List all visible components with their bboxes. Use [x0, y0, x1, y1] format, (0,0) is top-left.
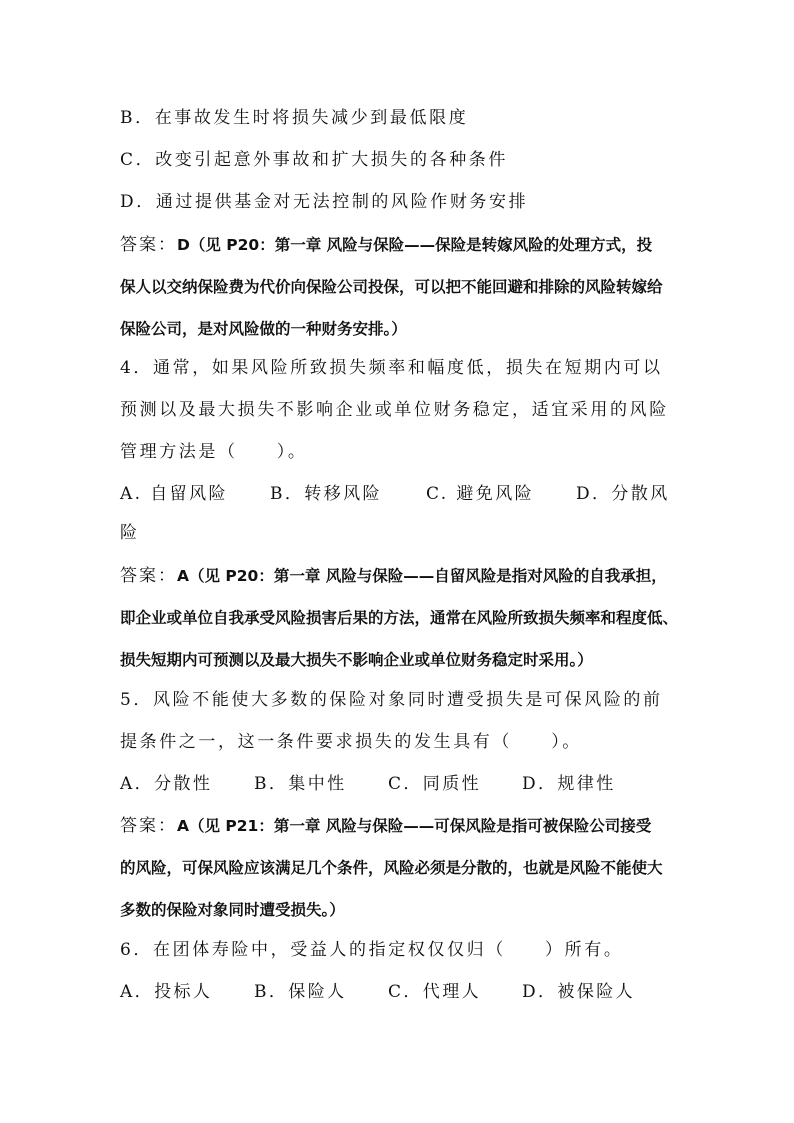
- q6-stem-line-1: 6．在团体寿险中，受益人的指定权仅仅归（ ）所有。: [120, 940, 624, 960]
- answer-lead: 答案：: [120, 566, 177, 586]
- q4-option-d: D．分散风: [576, 484, 670, 504]
- q5-option-d: D．规律性: [522, 774, 616, 794]
- q5-option-c: C．同质性: [388, 774, 482, 794]
- q5-answer-line-3: 多数的保险对象同时遭受损失。）: [120, 901, 345, 919]
- q4-stem-line-2: 预测以及最大损失不影响企业或单位财务稳定，适宜采用的风险: [120, 400, 669, 420]
- q6-option-b: B．保险人: [254, 982, 347, 1002]
- q5-stem-line-1: 5．风险不能使大多数的保险对象同时遭受损失是可保风险的前: [120, 690, 663, 710]
- q4-answer-line-3: 损失短期内可预测以及最大损失不影响企业或单位财务稳定时采用。）: [120, 651, 593, 669]
- q5-stem-line-2: 提条件之一，这一条件要求损失的发生具有（ ）。: [120, 732, 582, 752]
- q4-option-c: C. 避免风险: [426, 484, 535, 504]
- q6-option-a: A．投标人: [120, 982, 213, 1002]
- answer-text: A（见 P20：第一章 风险与保险——自留风险是指对风险的自我承担，: [177, 567, 667, 585]
- q4-options: [120, 483, 690, 505]
- answer-text: D（见 P20：第一章 风险与保险——保险是转嫁风险的处理方式，投: [177, 236, 653, 254]
- q4-option-a: A. 自留风险: [120, 484, 228, 504]
- answer-lead: 答案：: [120, 235, 177, 255]
- q5-options: [120, 773, 690, 795]
- q5-option-a: A．分散性: [120, 774, 213, 794]
- q3-option-c: C．改变引起意外事故和扩大损失的各种条件: [120, 150, 509, 170]
- q5-option-b: B．集中性: [254, 774, 347, 794]
- q4-answer-line-2: 即企业或单位自我承受风险损害后果的方法，通常在风险所致损失频率和程度低、: [120, 609, 679, 627]
- q4-stem-line-1: 4．通常，如果风险所致损失频率和幅度低，损失在短期内可以: [120, 358, 663, 378]
- q6-options: [120, 981, 690, 1003]
- q3-option-b: B．在事故发生时将损失减少到最低限度: [120, 108, 469, 128]
- q4-option-b: B．转移风险: [270, 484, 382, 504]
- answer-text: A（见 P21：第一章 风险与保险——可保风险是指可被保险公司接受: [177, 817, 652, 835]
- q4-option-wrap: 险: [120, 523, 140, 543]
- q5-answer-line-1: [120, 815, 690, 837]
- q4-stem-line-3: 管理方法是（ ）。: [120, 442, 308, 462]
- q3-answer-line-2: 保人以交纳保险费为代价向保险公司投保，可以把不能回避和排除的风险转嫁给: [120, 278, 663, 296]
- q3-answer-line-3: 保险公司，是对风险做的一种财务安排。）: [120, 320, 407, 338]
- q3-answer-line-1: [120, 234, 690, 256]
- q6-option-c: C．代理人: [388, 982, 482, 1002]
- q3-option-d: D．通过提供基金对无法控制的风险作财务安排: [120, 192, 529, 212]
- q4-answer-line-1: [120, 565, 690, 587]
- q6-option-d: D．被保险人: [522, 982, 636, 1002]
- q5-answer-line-2: 的风险，可保风险应该满足几个条件，风险必须是分散的，也就是风险不能使大: [120, 859, 663, 877]
- answer-lead: 答案：: [120, 816, 177, 836]
